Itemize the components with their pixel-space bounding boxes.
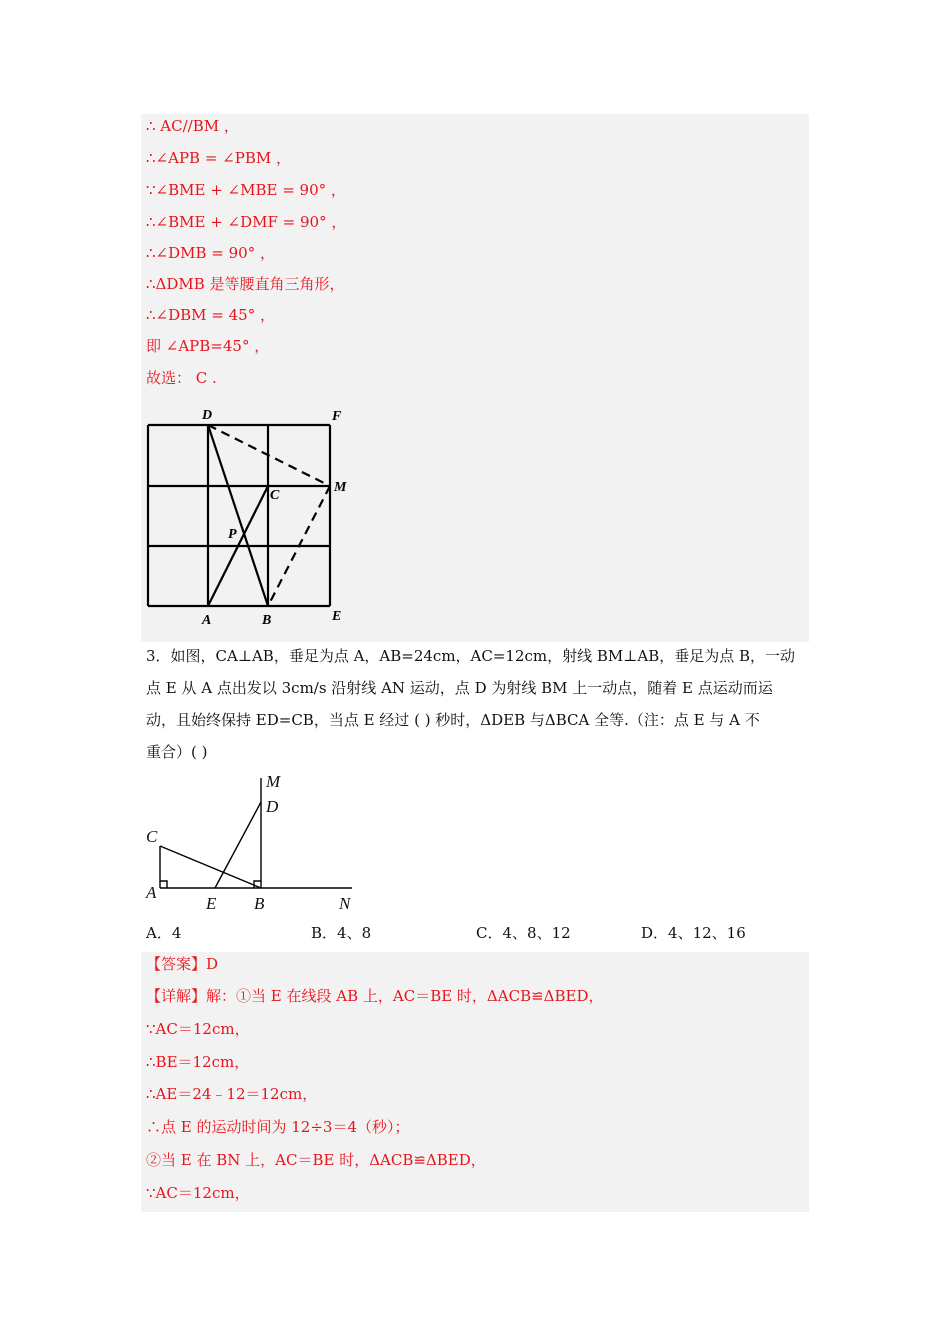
solution-line: ∴ΔDMB 是等腰直角三角形， (146, 275, 345, 293)
label-F: F (332, 409, 342, 424)
solution-line: 【详解】解：①当 E 在线段 AB 上，AC＝BE 时，ΔACB≌ΔBED， (146, 987, 604, 1005)
label-E: E (206, 894, 217, 913)
solution-line: ∵AC＝12cm， (146, 1020, 250, 1038)
answer-line (146, 954, 218, 974)
label-M: M (266, 772, 281, 791)
option-a[interactable] (146, 922, 181, 943)
label-A: A (146, 883, 157, 902)
option-b[interactable] (311, 922, 371, 943)
question-line: 动，且始终保持 ED=CB，当点 E 经过 ( ) 秒时，ΔDEB 与ΔBCA 全等.（注：点 E 与 A 不 (146, 711, 760, 729)
solution-line: ∴ AC//BM ， (146, 117, 239, 135)
question-line: 3．如图，CA⊥AB，垂足为点 A，AB=24cm，AC=12cm，射线 BM⊥AB，垂足为点 B，一动 (146, 647, 796, 665)
label-A: A (202, 613, 212, 628)
option-text: 4、8 (337, 924, 372, 942)
solution-line: 故选： C . (146, 369, 217, 387)
option-letter: B． (311, 924, 338, 942)
option-d[interactable] (641, 922, 746, 943)
question-line: 点 E 从 A 点出发以 3cm/s 沿射线 AN 运动，点 D 为射线 BM 上一动点，随着 E 点运动而运 (146, 679, 773, 697)
solution-line: ②当 E 在 BN 上，AC＝BE 时，ΔACB≌ΔBED， (146, 1151, 486, 1169)
option-letter: C． (476, 924, 503, 942)
option-text: 4、8、12 (502, 924, 571, 942)
label-B: B (254, 894, 265, 913)
grid-figure (138, 402, 358, 632)
option-text: 4、12、16 (668, 924, 746, 942)
option-c[interactable] (476, 922, 571, 943)
option-letter: D． (641, 924, 669, 942)
solution-line: ∴BE＝12cm， (146, 1053, 250, 1071)
triangle-figure (140, 770, 370, 918)
solution-line: ∴∠DBM = 45° ， (146, 306, 275, 324)
label-C: C (270, 488, 280, 503)
solution-line: ∴∠APB = ∠PBM ， (146, 149, 291, 167)
label-E: E (332, 609, 342, 624)
solution-line: ∴∠DMB = 90° ， (146, 244, 275, 262)
solution-line: ∴点 E 的运动时间为 12÷3＝4（秒）； (146, 1118, 410, 1136)
option-letter: A． (146, 924, 172, 942)
label-D: D (202, 408, 213, 423)
solution-line: 即 ∠APB=45° ， (146, 337, 270, 355)
label-P: P (228, 527, 237, 542)
solution-line: ∴∠BME + ∠DMF = 90° ， (146, 213, 347, 231)
solution-line: ∵AC＝12cm， (146, 1184, 250, 1202)
option-text: 4 (171, 924, 182, 942)
label-D: D (266, 797, 279, 816)
label-B: B (262, 613, 272, 628)
label-M: M (334, 480, 347, 495)
solution-line: ∵∠BME + ∠MBE = 90° ， (146, 181, 346, 199)
label-C: C (146, 827, 158, 846)
label-N: N (339, 894, 351, 913)
answer-value: D (206, 955, 219, 973)
answer-tag: 【答案】 (146, 955, 207, 973)
solution-line: ∴AE＝24﹣12＝12cm， (146, 1085, 318, 1103)
question-line: 重合）( ) (146, 743, 208, 761)
